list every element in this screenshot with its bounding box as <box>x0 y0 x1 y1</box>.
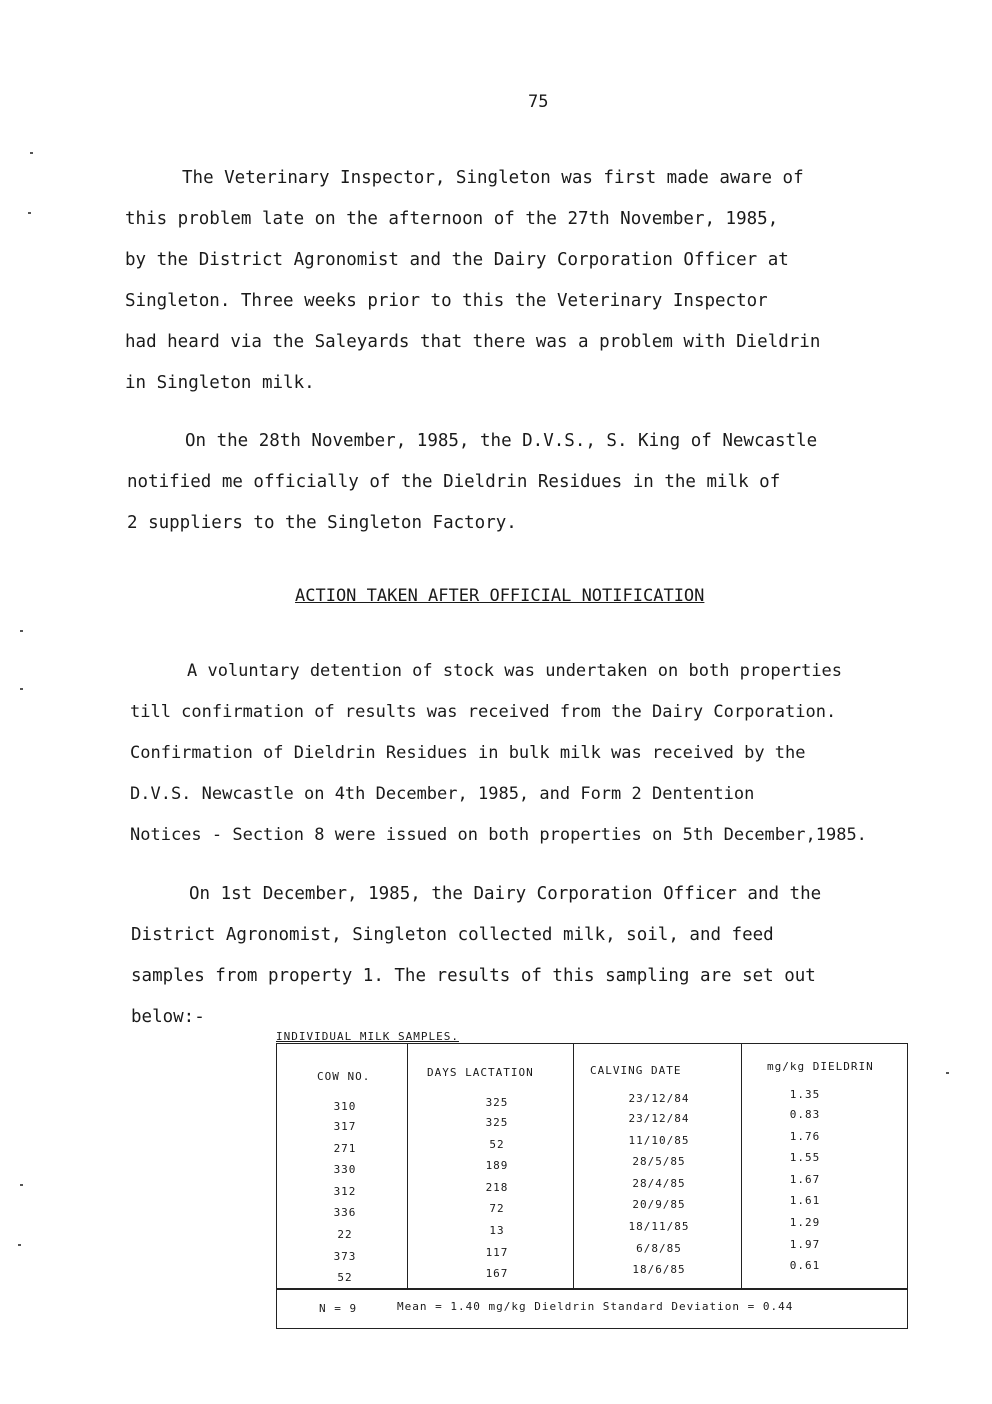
paragraph-veterinary-inspector <box>125 158 820 404</box>
table-cell: 373 <box>333 1250 357 1263</box>
text-line: Singleton. Three weeks prior to this the Veterinary Inspector <box>125 291 768 311</box>
text-line: Notices - Section 8 were issued on both properties on 5th December,1985. <box>130 825 867 845</box>
column-divider <box>741 1044 742 1288</box>
table-cell: 28/4/85 <box>632 1177 686 1190</box>
paragraph-dvs-notification <box>127 421 817 544</box>
column-header-dieldrin: mg/kg DIELDRIN <box>767 1060 874 1073</box>
table-cell: 20/9/85 <box>632 1198 686 1211</box>
table-cell: 0.83 <box>789 1108 821 1121</box>
text-line: D.V.S. Newcastle on 4th December, 1985, and Form 2 Dentention <box>130 784 755 804</box>
table-cell: 312 <box>333 1185 357 1198</box>
paragraph-sampling <box>131 874 821 1038</box>
paragraph-voluntary-detention <box>130 651 867 856</box>
table-cell: 325 <box>485 1096 509 1109</box>
table-cell: 22 <box>337 1228 353 1241</box>
table-caption: INDIVIDUAL MILK SAMPLES. <box>276 1030 459 1043</box>
column-header-cow-no: COW NO. <box>317 1070 371 1083</box>
table-cell: 72 <box>489 1202 505 1215</box>
text-line: in Singleton milk. <box>125 373 315 393</box>
text-line: this problem late on the afternoon of the 27th November, 1985, <box>125 209 779 229</box>
text-line: by the District Agronomist and the Dairy Corporation Officer at <box>125 250 789 270</box>
milk-samples-table <box>276 1043 908 1329</box>
table-cell: 23/12/84 <box>628 1112 690 1125</box>
scan-speck <box>30 152 33 154</box>
table-cell: 23/12/84 <box>628 1092 690 1105</box>
table-cell: 11/10/85 <box>628 1134 690 1147</box>
table-cell: 28/5/85 <box>632 1155 686 1168</box>
text-line: On 1st December, 1985, the Dairy Corporation Officer and the <box>189 884 822 904</box>
table-cell: 271 <box>333 1142 357 1155</box>
text-line: District Agronomist, Singleton collected milk, soil, and feed <box>131 925 774 945</box>
text-line: had heard via the Saleyards that there was a problem with Dieldrin <box>125 332 821 352</box>
footer-rule <box>277 1288 907 1290</box>
scan-speck <box>20 688 23 690</box>
table-cell: 310 <box>333 1100 357 1113</box>
column-header-calving-date: CALVING DATE <box>590 1064 682 1077</box>
text-line: The Veterinary Inspector, Singleton was first made aware of <box>182 168 804 188</box>
table-cell: 1.61 <box>789 1194 821 1207</box>
table-cell: 167 <box>485 1267 509 1280</box>
text-line: Confirmation of Dieldrin Residues in bulk milk was received by the <box>130 743 806 763</box>
table-cell: 330 <box>333 1163 357 1176</box>
scan-speck <box>946 1072 949 1074</box>
table-cell: 189 <box>485 1159 509 1172</box>
table-cell: 317 <box>333 1120 357 1133</box>
table-cell: 1.29 <box>789 1216 821 1229</box>
table-cell: 18/11/85 <box>628 1220 690 1233</box>
scan-speck <box>20 630 23 632</box>
table-cell: 1.97 <box>789 1238 821 1251</box>
column-divider <box>573 1044 574 1288</box>
text-line: A voluntary detention of stock was undertaken on both properties <box>187 661 843 681</box>
table-cell: 1.76 <box>789 1130 821 1143</box>
table-cell: 117 <box>485 1246 509 1259</box>
column-divider <box>407 1044 408 1288</box>
text-line: samples from property 1. The results of this sampling are set out <box>131 966 816 986</box>
scan-speck <box>28 212 31 214</box>
table-cell: 0.61 <box>789 1259 821 1272</box>
table-cell: 52 <box>489 1138 505 1151</box>
table-cell: 18/6/85 <box>632 1263 686 1276</box>
table-cell: 336 <box>333 1206 357 1219</box>
footer-summary: Mean = 1.40 mg/kg Dieldrin Standard Deviation = 0.44 <box>397 1300 794 1313</box>
section-heading: ACTION TAKEN AFTER OFFICIAL NOTIFICATION <box>295 586 705 606</box>
table-cell: 13 <box>489 1224 505 1237</box>
table-cell: 1.55 <box>789 1151 821 1164</box>
table-cell: 6/8/85 <box>636 1242 682 1255</box>
text-line: till confirmation of results was received from the Dairy Corporation. <box>130 702 837 722</box>
text-line: 2 suppliers to the Singleton Factory. <box>127 513 517 533</box>
table-cell: 218 <box>485 1181 509 1194</box>
table-cell: 1.67 <box>789 1173 821 1186</box>
table-cell: 52 <box>337 1271 353 1284</box>
table-cell: 1.35 <box>789 1088 821 1101</box>
column-header-days-lactation: DAYS LACTATION <box>427 1066 534 1079</box>
text-line: notified me officially of the Dieldrin Residues in the milk of <box>127 472 781 492</box>
page-number: 75 <box>528 92 549 112</box>
table-cell: 325 <box>485 1116 509 1129</box>
text-line: below:- <box>131 1007 205 1027</box>
footer-n: N = 9 <box>319 1302 358 1315</box>
scan-speck <box>20 1184 23 1186</box>
text-line: On the 28th November, 1985, the D.V.S., S. King of Newcastle <box>185 431 818 451</box>
scan-speck <box>18 1244 21 1246</box>
